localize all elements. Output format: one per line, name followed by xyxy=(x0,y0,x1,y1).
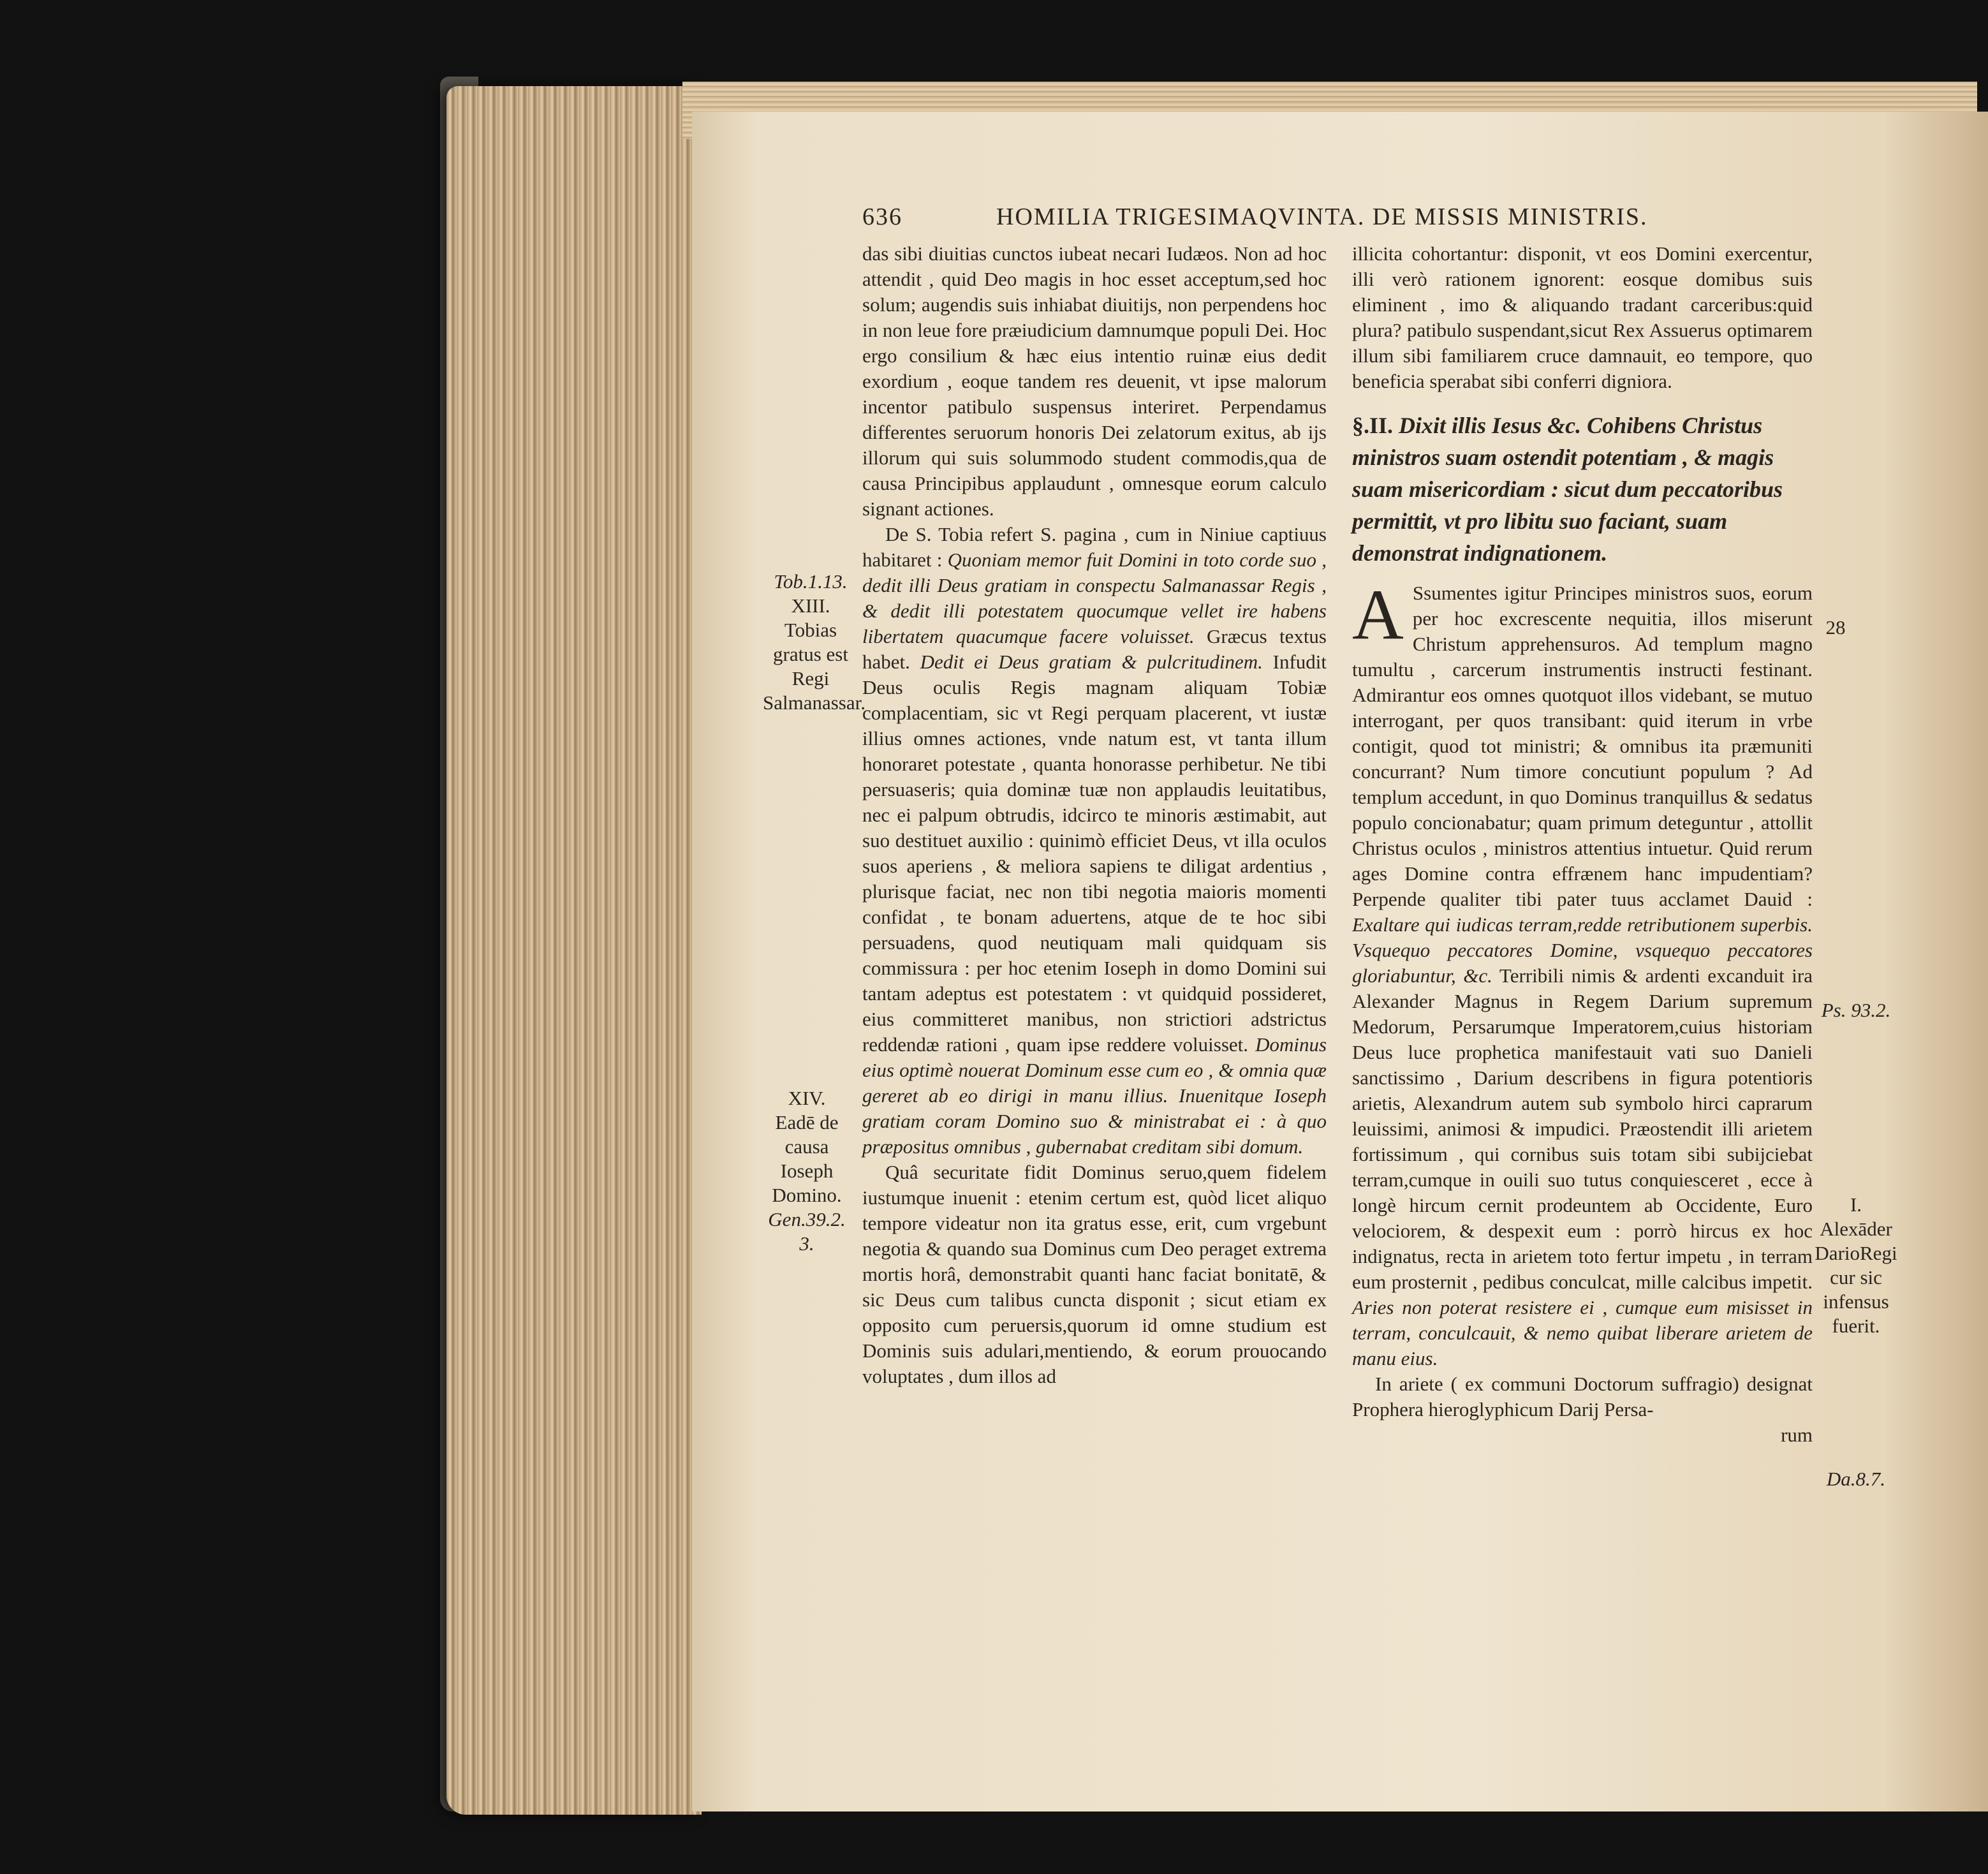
left-p2-mid: Græcus textus habet. xyxy=(862,625,1327,673)
section-number: §.II. xyxy=(1352,413,1394,438)
left-p2-quote2: Dedit ei Deus gratiam & pulcritudinem. xyxy=(920,651,1263,673)
left-p2-quote3: Dominus eius optimè nouerat Dominum esse cum eo , & omnia quæ gereret ab eo dirigi in manu illius. Inuenitque Ioseph gratiam coram Domino suo & ministrabat ei : à quo præpositus omnibus , gubernabat creditam sibi domum. xyxy=(862,1033,1327,1158)
drop-cap: A xyxy=(1352,575,1404,654)
left-p2-quote: Quoniam memor fuit Domini in toto corde suo , dedit illi Deus gratiam in conspectu Salmanassar Regis , & dedit illi potestatem quocumque vellet ire habens libertatem quacumque facere voluisset. xyxy=(862,549,1327,647)
catchword: rum xyxy=(1781,1424,1813,1446)
right-p2-quote2: Aries non poterat resistere ei , cumque eum misisset in terram, conculcauit, & nemo quibat liberare arietem de manu eius. xyxy=(1352,1296,1813,1369)
margin-ref-gen: Gen.39.2. 3. xyxy=(768,1208,846,1255)
left-p2-end: Infudit Deus oculis Regis magnam aliquam Tobiæ complacentiam, sic vt Regi perquam placerent, vt iustæ illius omnes actiones, vnde natum est, vt tanta illum honoraret potestate , quanta honorasse perhibetur. Ne tibi persuaseris; quia dominæ tuæ non applaudis leuitatibus, nec ei palpum obtrudis, idcirco te minoris æstimabit, aut suo destituet auxilio : quinimò efficiet Deus, vt illa oculos suos aperiens , & meliora sapiens te diligat ardentius , plurisque faciat, nec non tibi negotia maioris momenti confidat , te bonam aduertens, atque de te hoc sibi persuadens, quod neutiquam mali quidquam sis commissura : per hoc etenim Ioseph in domo Domini sui tantam adeptus est potestatem : vt quidquid possideret, eius committeret manibus, non strictiori adstrictus reddendæ rationi , quam ipse reddere voluisset. xyxy=(862,651,1327,1056)
margin-note-28 xyxy=(1816,616,1855,640)
margin-ref-tob: Tob.1.13. xyxy=(774,570,848,593)
right-p2-text: Ssumentes igitur Principes ministros suos, eorum per hoc excrescente nequitia, illos miserunt Christum apprehensuros. Ad templum magno tumultu , carcerum instrumentis instructi festinant. Admirantur eos omnes quotquot illos videbant, se mutuo interrogant, per quos transibant: quid iterum in vrbe contigit, quod tot ministri; & omnibus ita præmuniti concurrant? Num timore concutiunt populum ? Ad templum accedunt, in quo Dominus tranquillus & sedatus populo concionabatur; quam primum deteguntur , attollit Christus oculos , ministros attentius intuetur. Quid rerum ages Domine contra effrænem hanc impudentiam? Perpende qualiter tibi pater tuus acclamet Dauid : xyxy=(1352,582,1813,910)
section-heading xyxy=(1352,409,1813,569)
left-paragraph-3: Quâ securitate fidit Dominus seruo,quem fidelem iustumque inuenit : etenim certum est, quòd licet aliquo tempore videatur non ita gratus esse, erit, cum vrgebunt negotia & quando sua Dominus cum Deo peraget extrema mortis horâ, demonstrabit quanti hanc faciat bonitatē, & sic Deus cum talibus cuncta disponit ; sicut etiam ex opposito cum peruersis,quorum id omne studium est Dominis suis adulari,mentiendo, & eorum prouocando voluptates , dum illos ad xyxy=(862,1161,1327,1387)
right-p2-quote: Exaltare qui iudicas terram,redde retributionem superbis. Vsquequo peccatores Domine, vsquequo peccatores gloriabuntur, &c. xyxy=(1352,913,1813,987)
margin-text-tobias: Tobias gratus est Regi Salmanassar. xyxy=(763,619,865,714)
margin-ref-ps: Ps. 93.2. xyxy=(1821,999,1891,1021)
margin-note-ioseph xyxy=(759,1086,855,1256)
margin-numeral-xiii: XIII. xyxy=(791,594,830,617)
right-paragraph-3: In ariete ( ex communi Doctorum suffragio) designat Prophera hieroglyphicum Darij Persa- xyxy=(1352,1373,1813,1420)
margin-numeral-xiv: XIV. xyxy=(788,1087,826,1109)
left-paragraph-2 xyxy=(862,522,1327,1160)
margin-note-psalm xyxy=(1808,998,1904,1022)
right-paragraph-1: illicita cohortantur: disponit, vt eos Domini exercentur, illi verò rationem ignorent: eosque domibus suis eliminent , imo & aliquando tradant carceribus:quid plura? patibulo suspendant,sicut Rex Assuerus optimarem illum sibi familiarem cruce damnauit, eo tempore, quo beneficia sperabat sibi conferri digniora. xyxy=(1352,242,1813,392)
margin-number-28: 28 xyxy=(1825,616,1846,638)
page-number: 636 xyxy=(862,203,902,230)
margin-note-tobias xyxy=(763,570,865,715)
margin-text-ioseph: Eadē de causa Ioseph Domino. xyxy=(772,1111,842,1206)
left-paragraph-1: das sibi diuitias cunctos iubeat necari Iudæos. Non ad hoc attendit , quid Deo magis in hoc esset acceptum,sed hoc solum; augendis suis inhiabat diuitijs, non perpendens hoc in non leue fore præiudicium damnumque populi Dei. Hoc ergo consilium & hæc eius intentio ruinæ eius dedit exordium , eoque tandem res deuenit, vt ipse malorum incentor patibulo suspensus interiret. Perpendamus differentes seruorum honoris Dei zelatorum exitus, ab ijs illorum qui suis solummodo student commodis,qua de causa Principibus applaudunt , omnesque eorum calculo signant actiones. xyxy=(862,242,1327,520)
left-p2-start: De S. Tobia refert S. pagina , cum in Niniue captiuus habitaret : xyxy=(862,523,1327,571)
margin-note-alexander xyxy=(1808,1193,1904,1338)
page-header xyxy=(862,203,1717,236)
running-title: HOMILIA TRIGESIMAQVINTA. DE MISSIS MINISTRIS. xyxy=(996,203,1648,230)
margin-ref-da: Da.8.7. xyxy=(1826,1468,1886,1490)
right-p2-end: Terribili nimis & ardenti excanduit ira Alexander Magnus in Regem Darium supremum Medorum, Persarumque Imperatorem,cuius historiam Deus luce prophetica manifestauit vati suo Danieli sanctissimo , Darium describens in figura potentioris arietis, Alexandrum autem sub symbolo hirci caprarum leuissimi, animosi & impudici. Præostendit illi arietem fortissimum , qui cornibus suis totam sibi subijciebat terram,cumque in ouili suo tutus conquiesceret , ecce à longè hircum cernit prodeuntem ab Occidente, Euro velociorem, & despexit eum : porrò hircus ex hoc indignatus, recta in arietem toto fertur impetu , in terram eum prosternit , pedibus conculcat, mille calcibus impetit. xyxy=(1352,964,1813,1293)
page-edges xyxy=(446,86,702,1815)
margin-text-alexander: Alexāder DarioRegi cur sic infensus fuerit. xyxy=(1815,1218,1897,1337)
left-text-column xyxy=(862,241,1327,1389)
right-paragraph-2 xyxy=(1352,575,1813,1371)
margin-note-daniel xyxy=(1808,1467,1904,1491)
section-title: Dixit illis Iesus &c. Cohibens Christus ministros suam ostendit potentiam , & magis suam misericordiam : sicut dum peccatoribus permittit, vt pro libitu suo faciant, suam demonstrat indignationem. xyxy=(1352,413,1783,566)
margin-numeral-i: I. xyxy=(1850,1193,1862,1216)
right-text-column xyxy=(1352,241,1813,1448)
